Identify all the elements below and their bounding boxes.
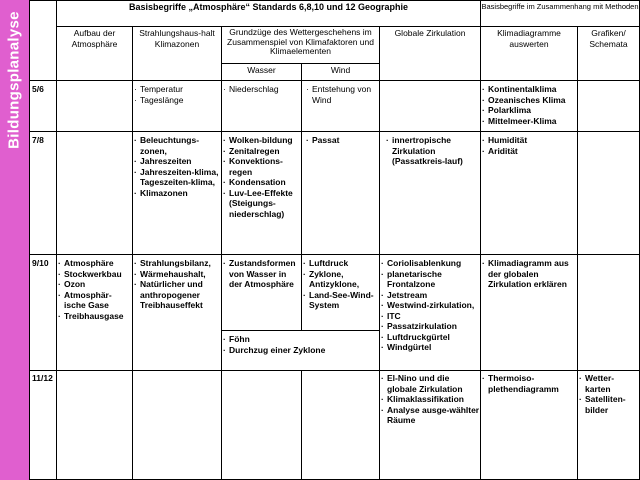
cell-strahlung-9-10 <box>133 258 220 311</box>
list-item: · Humidität <box>481 135 576 146</box>
list-item: · Luv-Lee-Effekte (Steigungs-niederschlag) <box>222 188 301 220</box>
col-wasser: Wasser <box>247 65 276 75</box>
list-item: · Klimazonen <box>133 188 220 199</box>
list-item: · Westwind-zirkulation, <box>380 300 480 311</box>
list-item: · Mittelmeer-Klima <box>481 116 576 127</box>
grade-label: 11/12 <box>32 373 53 383</box>
cell-wasser-5-6 <box>222 84 301 95</box>
main-title: Basisbegriffe „Atmosphäre“ Standards 6,8,10 und 12 Geographie <box>128 2 409 12</box>
cell-strahlung-5-6 <box>133 84 220 105</box>
list-item: · Atmosphär-ische Gase <box>57 290 132 311</box>
col-grafiken: Grafiken/ Schemata <box>589 28 628 49</box>
list-item: · Satelliten-bilder <box>578 394 639 415</box>
list-item: · Wolken-bildung <box>222 135 301 146</box>
list-item: · Beleuchtungs-zonen, <box>133 135 220 156</box>
cell-zirkulation-9-10 <box>380 258 480 353</box>
list-item: · Konvektions-regen <box>222 156 301 177</box>
col-aufbau: Aufbau der Atmosphäre <box>71 28 118 49</box>
list-item: · Föhn <box>222 334 379 345</box>
list-item: · Zenitalregen <box>222 146 301 157</box>
list-item: · Jahreszeiten <box>133 156 220 167</box>
col-grundzuege: Grundzüge des Wettergeschehens im Zusammenspiel von Klimafaktoren und Klimaelementen <box>227 28 374 56</box>
list-item: · Aridität <box>481 146 576 157</box>
list-item: · ITC <box>380 311 480 322</box>
col-zirkulation: Globale Zirkulation <box>394 28 466 38</box>
list-item: · Zyklone, Antizyklone, <box>302 269 379 290</box>
list-item: · planetarische Frontalzone <box>380 269 480 290</box>
cell-wind-5-6 <box>305 84 378 105</box>
list-item: · Kontinentalklima <box>481 84 576 95</box>
methods-title: Basisbegriffe im Zusammenhang mit Methoden <box>481 2 639 11</box>
list-item: · Jetstream <box>380 290 480 301</box>
list-item: · Wärmehaushalt, <box>133 269 220 280</box>
cell-wind-7-8 <box>305 135 378 146</box>
list-item: · Entstehung von Wind <box>305 84 378 105</box>
cell-wasser-9-10 <box>222 258 301 290</box>
cell-wasser-7-8 <box>222 135 301 219</box>
list-item: · Tageslänge <box>133 95 220 106</box>
col-klimadiagramme: Klimadiagramme auswerten <box>497 28 561 49</box>
list-item: · Passat <box>305 135 378 146</box>
list-item: · Atmosphäre <box>57 258 132 269</box>
cell-wasser-wind-shared-9-10 <box>222 334 379 355</box>
list-item: · Land-See-Wind-System <box>302 290 379 311</box>
col-strahlung: Strahlungshaus-halt Klimazonen <box>139 28 215 49</box>
cell-klimadiagramme-9-10 <box>481 258 576 290</box>
list-item: · Klimaklassifikation <box>380 394 480 405</box>
list-item: · Zustandsformen von Wasser in der Atmosphäre <box>222 258 301 290</box>
cell-strahlung-7-8 <box>133 135 220 198</box>
list-item: · Ozon <box>57 279 132 290</box>
list-item: · Wetter-karten <box>578 373 639 394</box>
cell-zirkulation-11-12 <box>380 373 480 426</box>
list-item: · Niederschlag <box>222 84 301 95</box>
list-item: · Windgürtel <box>380 342 480 353</box>
list-item: · Ozeanisches Klima <box>481 95 576 106</box>
list-item: · Stockwerkbau <box>57 269 132 280</box>
grade-label: 9/10 <box>32 258 49 268</box>
list-item: · Polarklima <box>481 105 576 116</box>
list-item: · Strahlungsbilanz, <box>133 258 220 269</box>
cell-wind-9-10 <box>302 258 379 311</box>
list-item: · Durchzug einer Zyklone <box>222 345 379 356</box>
sidebar-title: Bildungsplanalyse <box>5 11 23 149</box>
list-item: · Passatzirkulation <box>380 321 480 332</box>
cell-zirkulation-7-8 <box>385 135 479 167</box>
list-item: · Natürlicher und anthropogener Treibhauseffekt <box>133 279 220 311</box>
list-item: · Analyse ausge-wählter Räume <box>380 405 480 426</box>
grade-label: 7/8 <box>32 135 44 145</box>
col-wind: Wind <box>330 65 351 75</box>
cell-klimadiagramme-7-8 <box>481 135 576 156</box>
list-item: · Coriolisablenkung <box>380 258 480 269</box>
cell-klimadiagramme-11-12 <box>481 373 576 394</box>
list-item: · Thermoiso-plethendiagramm <box>481 373 576 394</box>
list-item: · Treibhausgase <box>57 311 132 322</box>
list-item: · Luftdruckgürtel <box>380 332 480 343</box>
list-item: · El-Nino und die globale Zirkulation <box>380 373 480 394</box>
cell-aufbau-9-10 <box>57 258 132 321</box>
sidebar-banner <box>0 0 29 480</box>
list-item: · Jahreszeiten-klima, Tageszeiten-klima, <box>133 167 220 188</box>
cell-klimadiagramme-5-6 <box>481 84 576 126</box>
list-item: · innertropische Zirkulation (Passatkreis-lauf) <box>385 135 479 167</box>
list-item: · Temperatur <box>133 84 220 95</box>
list-item: · Kondensation <box>222 177 301 188</box>
list-item: · Luftdruck <box>302 258 379 269</box>
cell-grafiken-11-12 <box>578 373 639 415</box>
list-item: · Klimadiagramm aus der globalen Zirkulation erklären <box>481 258 576 290</box>
grade-label: 5/6 <box>32 84 44 94</box>
bildungsplan-table <box>29 0 640 480</box>
